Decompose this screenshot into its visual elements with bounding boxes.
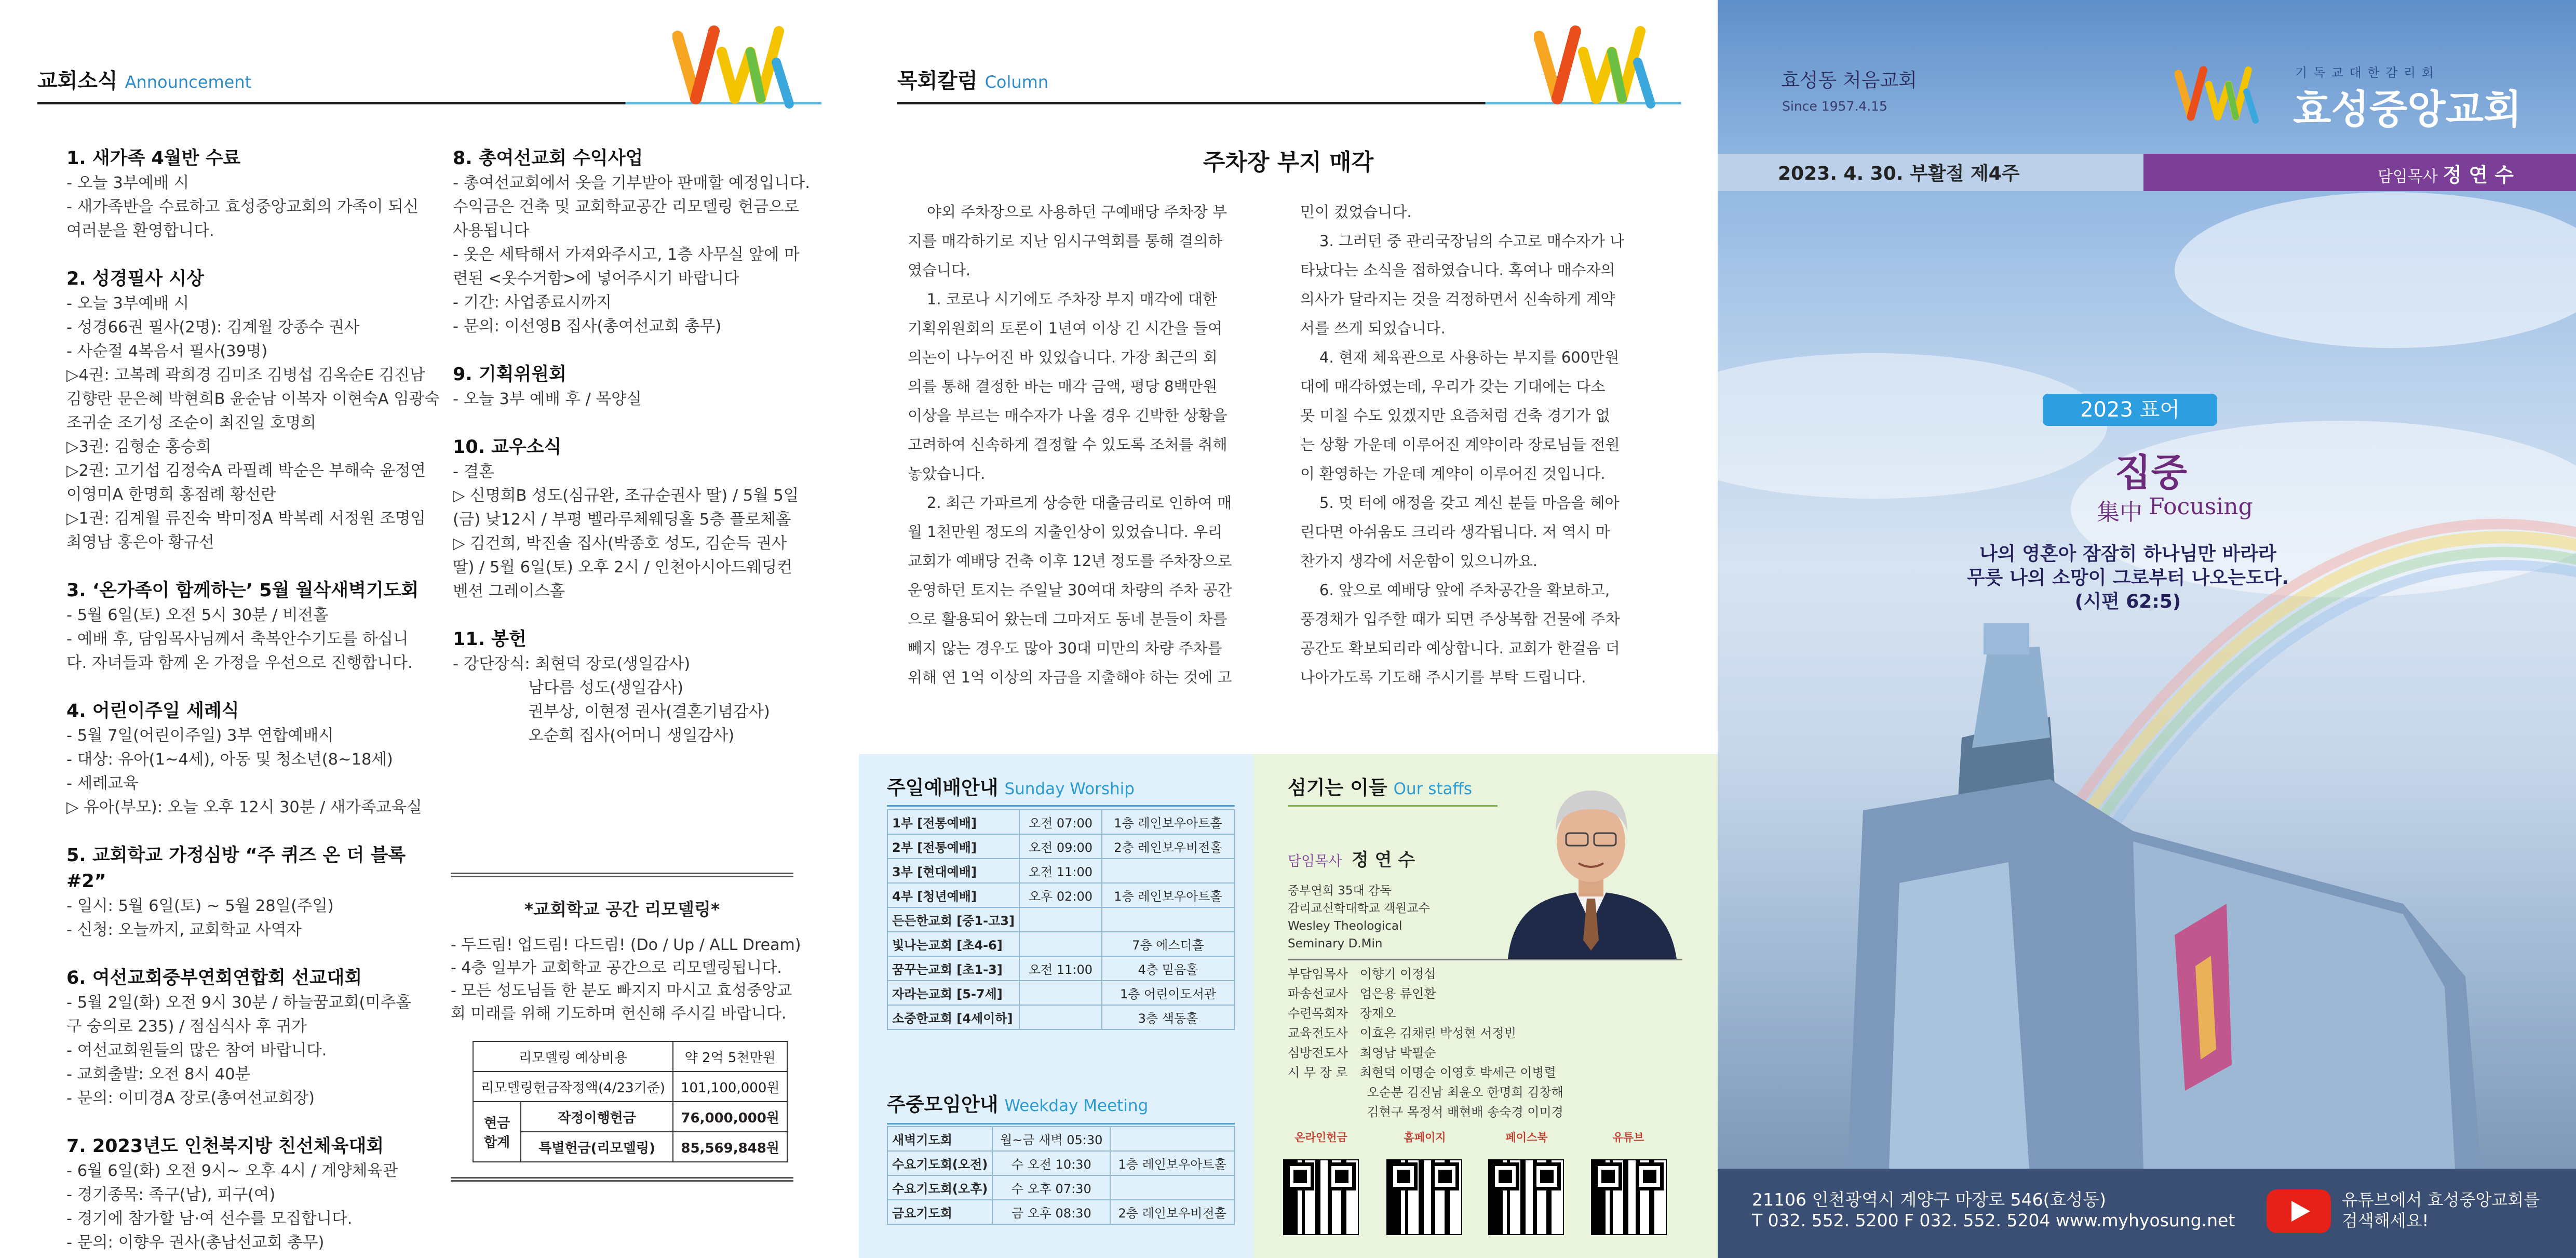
schedule-cell [1019,981,1102,1005]
announce-line: 련된 <옷수거함>에 넣어주시기 바랍니다 [453,270,739,288]
schedule-cell: 수 오전 10:30 [992,1151,1110,1175]
schedule-cell: 4부 [청년예배] [887,883,1019,907]
schedule-row [887,810,1234,834]
schedule-cell: 오후 02:00 [1019,883,1102,907]
announce-line: - 새가족반을 수료하고 효성중앙교회의 가족이 되신 [66,198,419,216]
announce-line: 이영미A 한명희 홍점례 황선란 [66,486,276,504]
schedule-cell: 1부 [전통예배] [887,810,1019,834]
text-line: 김현구 목정석 배현배 송숙경 이미경 [1288,1105,1563,1119]
announce-line: - 5월 6일(토) 오전 5시 30분 / 비전홀 [66,606,329,624]
announce-line: - 기간: 사업종료시까지 [453,293,612,312]
announce-section [66,698,430,820]
schedule-cell [1102,859,1234,883]
schedule-cell: 2층 레인보우비전홀 [1110,1200,1234,1224]
schedule-cell [1102,907,1234,932]
qr-label: 홈페이지 [1404,1131,1446,1144]
schedule-cell: 소중한교회 [4세이하] [887,1005,1019,1029]
text-line: 중부연회 35대 감독 [1288,884,1392,898]
text-line: 못 미칠 수도 있겠지만 요즘처럼 건축 경기가 없 [1300,407,1610,424]
announce-line: - 결혼 [453,463,494,481]
youtube-icon[interactable] [2267,1189,2331,1233]
cost-label: 특별헌금(리모델링) [521,1132,673,1162]
schedule-cell: 3부 [현대예배] [887,859,1019,883]
schedule-cell: 월~금 새벽 05:30 [992,1127,1110,1151]
announce-line: - 경기에 참가할 남·여 선수를 모집합니다. [66,1210,353,1228]
cover-panel [1718,0,2576,1258]
schedule-row [887,1127,1234,1151]
announce-line: - 5월 7일(어린이주일) 3부 연합예배시 [66,727,334,745]
text-line: 나아가도록 기도해 주시기를 부탁 드립니다. [1300,668,1586,686]
title-rule [887,805,1235,807]
motto-hanja: 集中 [2097,499,2142,526]
announce-line: 여러분을 환영합니다. [66,222,214,240]
schedule-cell [1019,932,1102,956]
announce-line: ▷ 유아(부모): 오늘 오후 12시 30분 / 새가족교육실 [66,798,422,817]
text-line: 교육전도사 이효은 김채린 박성현 서정빈 [1288,1026,1516,1040]
text-line: 부담임목사 이향기 이정섭 [1288,967,1436,981]
cost-label: 작정이행헌금 [521,1102,673,1132]
announce-line: ▷ 신명희B 성도(심규완, 조규순권사 딸) / 5월 5일 [453,487,799,505]
announce-section [66,266,440,555]
announce-line: 남다름 성도(생일감사) [453,679,684,697]
cost-value: 101,100,000원 [673,1072,788,1102]
announce-section [453,145,810,339]
announce-line: - 오늘 3부예배 시 [66,295,190,313]
text-line: 의논이 나누어진 바 있었습니다. 가장 최근의 회 [908,349,1218,366]
announce-line: - 사순절 4복음서 필사(39명) [66,342,268,360]
announce-heading: 2. 성경필사 시상 [66,269,204,289]
text-line: 시 무 장 로 최현덕 이명순 이영호 박세근 이병렬 [1288,1065,1556,1080]
schedule-cell: 오전 07:00 [1019,810,1102,834]
text-line: 교회가 예배당 건축 이후 12년 정도를 주차장으로 [908,552,1232,570]
weekday-title: 주중모임안내 Weekday Meeting [887,1093,1149,1116]
announce-line: - 신청: 오늘까지, 교회학교 사역자 [66,921,302,939]
schedule-cell: 2층 레인보우비전홀 [1102,834,1234,859]
text-line: 이상을 부르는 매수자가 나올 경우 긴박한 상황을 [908,407,1228,424]
divider [1288,959,1682,960]
schedule-cell [1019,907,1102,932]
schedule-cell: 수 오후 07:30 [992,1175,1110,1200]
text-line: 린다면 아쉬움도 크리라 생각됩니다. 저 역시 마 [1300,523,1610,541]
phone: T 032. 552. 5200 F 032. 552. 5204 www.myhyosung.net [1752,1210,2235,1230]
column-text-left [908,197,1243,692]
announce-line: - 5월 2일(화) 오전 9시 30분 / 하늘꿈교회(미추홀 [66,994,411,1012]
announce-line: ▷2권: 고기섭 김정숙A 라필례 박순은 부해숙 윤정연 [66,462,426,480]
announce-line: - 문의: 이향우 권사(총남선교회 총무) [66,1234,325,1252]
text-line: 였습니다. [908,261,971,279]
announce-section [66,842,430,942]
text-line: Wesley Theological [1288,919,1402,933]
schedule-cell: 1층 레인보우아트홀 [1102,883,1234,907]
pastor-role: 담임목사 정 연 수 [1288,850,1415,871]
announce-section [453,434,806,604]
text-line: - 4층 일부가 교회학교 공간으로 리모델링됩니다. [451,959,782,977]
text-line: 빼지 않는 경우도 많아 30대 미만의 차량 주차를 [908,639,1222,657]
staff-panel [1253,754,1718,1258]
announce-line: 권부상, 이현정 권사(결혼기념감사) [453,703,770,721]
cost-value: 76,000,000원 [673,1102,788,1132]
qr-youtube-icon[interactable] [1591,1159,1667,1235]
schedule-row [887,956,1234,981]
schedule-row [887,883,1234,907]
announce-line: ▷1권: 김계월 류진숙 박미정A 박복례 서정원 조명임 [66,510,426,528]
remodel-title: *교회학교 공간 리모델링* [524,899,720,919]
schedule-cell: 오전 11:00 [1019,956,1102,981]
denomination: 기 독 교 대 한 감 리 회 [2295,65,2435,80]
announce-section [66,578,430,675]
text-line: 회 미래를 위해 기도하며 헌신해 주시길 바랍니다. [451,1005,787,1023]
column-title: 목회칼럼 Column [897,69,1049,93]
text-line: 야외 주차장으로 사용하던 구예배당 주차장 부 [908,203,1228,221]
announcement-panel [0,0,859,1258]
announce-line: ▷3권: 김형순 홍승희 [66,438,211,456]
text-line: 감리교신학대학교 객원교수 [1288,902,1430,915]
text-line: 5. 멋 터에 애정을 갖고 계신 분들 마음을 헤아 [1300,494,1620,512]
staff-title: 섬기는 이들 Our staffs [1288,777,1473,799]
qr-homepage-icon[interactable] [1386,1159,1462,1235]
announce-line: - 6월 6일(화) 오전 9시~ 오후 4시 / 계양체육관 [66,1162,398,1180]
remodel-box [451,873,801,1182]
text-line: 타났다는 소식을 접하였습니다. 혹여나 매수자의 [1300,261,1615,279]
schedule-cell: 7층 에스더홀 [1102,932,1234,956]
text-line: 2. 최근 가파르게 상승한 대출금리로 인하여 매 [908,494,1232,512]
schedule-cell: 오전 09:00 [1019,834,1102,859]
text-line: 풍경채가 입주할 때가 되면 주상복합 건물에 주차 [1300,610,1620,628]
text-line: 의사가 달라지는 것을 걱정하면서 신속하게 계약 [1300,290,1615,308]
text-line: 민이 컸었습니다. [1300,203,1412,221]
text-line: 는 상황 가운데 이루어진 계약이라 장로님들 전원 [1300,436,1620,453]
schedule-cell: 1층 레인보우아트홀 [1110,1151,1234,1175]
cost-table [473,1041,788,1162]
announce-line: (금) 낮12시 / 부평 벨라루체웨딩홀 5층 플로체홀 [453,511,791,529]
announce-line: 수익금은 건축 및 교회학교공간 리모델링 헌금으로 [453,198,800,216]
text-line: Seminary D.Min [1288,937,1383,951]
announce-section [66,965,430,1110]
text-line: 오순분 김진남 최윤오 한명희 김창해 [1288,1085,1563,1100]
announce-line: - 교회출발: 오전 8시 40분 [66,1065,250,1083]
announce-column-left [66,145,440,1258]
text-line: 4. 현재 체육관으로 사용하는 부지를 600만원 [1300,349,1620,366]
announce-line: 구 숭의로 235) / 점심식사 후 귀가 [66,1018,307,1036]
verse: 나의 영혼아 잠잠히 하나님만 바라라 무릇 나의 소망이 그로부터 나오는도다. (시편 62:5) [1966,543,2289,612]
announce-line: - 성경66권 필사(2명): 김계월 강종수 권사 [66,318,360,337]
announce-line: ▷4권: 고복례 곽희경 김미조 김병섭 김옥순E 김진남 [66,366,425,384]
text-line: 수련목회자 장재오 [1288,1006,1396,1021]
schedule-row [887,1175,1234,1200]
schedule-cell: 4층 믿음홀 [1102,956,1234,981]
remodel-text [451,934,801,1025]
motto-korean: 집중 [2115,450,2188,494]
schedule-row [887,1151,1234,1175]
motto-badge: 2023 표어 [2043,394,2217,426]
schedule-row [887,1200,1234,1224]
text-line: 서를 쓰게 되었습니다. [1300,319,1446,337]
text-line: 놓았습니다. [908,465,986,483]
announce-line: 조귀순 조기성 조순이 최진일 호명희 [66,414,316,432]
qr-label: 페이스북 [1505,1131,1548,1144]
cost-value: 85,569,848원 [673,1132,788,1162]
text-line: - 두드림! 업드림! 다드림! (Do / Up / ALL Dream) [451,936,801,954]
announce-heading: 11. 봉헌 [453,629,527,650]
cash-label: 현금 합계 [473,1102,521,1162]
church-subtitle: 효성동 처음교회 [1781,69,1917,91]
text-line: 지를 매각하기로 지난 임시구역회를 통해 결의하 [908,232,1223,250]
announce-line: - 일시: 5월 6일(토) ~ 5월 28일(주일) [66,897,334,915]
schedule-cell: 금요기도회 [887,1200,992,1224]
text-line: 심방전도사 최영남 박필순 [1288,1046,1436,1060]
schedule-cell [1110,1127,1234,1151]
announce-line: - 오늘 3부 예배 후 / 목양실 [453,390,642,408]
church-name: 효성중앙교회 [2293,86,2522,132]
schedule-cell: 1층 어린이도서관 [1102,981,1234,1005]
title-rule [887,1123,1235,1125]
schedule-cell: 빛나는교회 [초4-6] [887,932,1019,956]
announce-section [453,626,806,748]
schedule-cell: 꿈꾸는교회 [초1-3] [887,956,1019,981]
youtube-text: 유튜브에서 효성중앙교회를 검색해세요! [2342,1190,2540,1230]
announce-line: 최영남 홍은아 황규선 [66,533,214,552]
schedule-cell [1019,1005,1102,1029]
text-line: 기획위원회의 토론이 1년여 이상 긴 시간을 들여 [908,319,1223,337]
qr-offering-icon[interactable] [1283,1159,1359,1235]
announce-heading: 3. ‘온가족이 함께하는’ 5월 월삭새벽기도회 [66,580,419,601]
announce-heading: 6. 여선교회중부연회연합회 선교대회 [66,968,362,988]
announce-line: 딸) / 5월 6일(토) 오후 2시 / 인천아시아드웨딩컨 [453,558,792,577]
cost-value: 약 2억 5천만원 [673,1041,788,1072]
announce-line: - 경기종목: 족구(남), 피구(여) [66,1186,276,1204]
text-line: 으로 활용되어 왔는데 그마저도 동네 분들이 차를 [908,610,1228,628]
announce-section [66,145,430,243]
schedule-row [887,932,1234,956]
schedule-cell: 금 오후 08:30 [992,1200,1110,1224]
text-line: 고려하여 신속하게 결정할 수 있도록 조처를 취해 [908,436,1228,453]
text-line: 대에 매각하였는데, 우리가 갖는 기대에는 다소 [1300,378,1606,395]
announce-line: 벤션 그레이스홀 [453,582,565,600]
announce-heading: 9. 기획위원회 [453,364,567,385]
announce-line: - 문의: 이선영B 집사(총여선교회 총무) [453,317,722,336]
text-line: 의를 통해 결정한 바는 매각 금액, 평당 8백만원 [908,378,1218,395]
announce-heading: 4. 어린이주일 세례식 [66,701,239,721]
schedule-row [887,859,1234,883]
staff-list [1288,964,1563,1122]
cost-label: 리모델링 예상비용 [473,1041,673,1072]
announce-line: - 대상: 유아(1~4세), 아동 및 청소년(8~18세) [66,751,393,769]
announce-line: - 총여선교회에서 옷을 기부받아 판매할 예정입니다. [453,174,810,192]
divider [451,1177,793,1182]
ywj-logo-icon [2175,52,2268,135]
announce-heading: 7. 2023년도 인천북지방 친선체육대회 [66,1136,384,1157]
announce-heading: 1. 새가족 4월반 수료 [66,148,241,169]
text-line: 찬가지 생각에 서운함이 있으니까요. [1300,552,1538,570]
announce-line: - 세례교육 [66,774,139,793]
announce-heading: 5. 교회학교 가정심방 “주 퀴즈 온 더 블록#2” [66,845,406,892]
text-line: 공간도 확보되리라 예상합니다. 교회가 한걸음 더 [1300,639,1620,657]
text-line: 6. 앞으로 예배당 앞에 주차공간을 확보하고, [1300,581,1610,599]
text-line: 이 환영하는 가운데 계약이 이루어진 것입니다. [1300,465,1606,483]
qr-facebook-icon[interactable] [1488,1159,1564,1235]
announce-line: - 오늘 3부예배 시 [66,174,190,192]
announce-section [66,1133,430,1255]
schedule-cell: 새벽기도회 [887,1127,992,1151]
qr-label: 유튜브 [1612,1131,1644,1144]
schedule-cell: 오전 11:00 [1019,859,1102,883]
text-line: 위해 연 1억 이상의 자금을 지출해야 하는 것에 고 [908,668,1232,686]
announce-line: ▷ 김건희, 박진솔 집사(박종호 성도, 김순득 권사 [453,534,787,553]
divider [451,873,793,877]
text-line: 3. 그러던 중 관리국장님의 수고로 매수자가 나 [1300,232,1625,250]
schedule-cell: 1층 레인보우아트홀 [1102,810,1234,834]
text-line: 월 1천만원 정도의 지출인상이 있었습니다. 우리 [908,523,1223,541]
title-rule [1288,805,1511,807]
announce-line: 사용됩니다 [453,222,530,240]
schedule-cell: 수요기도회(오전) [887,1151,992,1175]
cost-label: 리모델링헌금작정액(4/23기준) [473,1072,673,1102]
ywj-logo-icon [1534,21,1669,109]
announce-line: - 문의: 이미경A 장로(총여선교회장) [66,1089,315,1107]
announce-column-right [453,145,810,771]
text-line: 운영하던 토지는 주일날 30여대 차량의 주차 공간 [908,581,1232,599]
text-line: 파송선교사 엄은용 류인환 [1288,986,1436,1001]
worship-title: 주일예배안내 Sunday Worship [887,777,1135,799]
schedule-cell [1110,1175,1234,1200]
announce-line: 김향란 문은혜 박현희B 윤순남 이복자 이현숙A 임광숙 [66,390,440,408]
ywj-logo-icon [672,21,807,109]
announce-line: 다. 자녀들과 함께 온 가정을 우선으로 진행합니다. [66,654,413,672]
schedule-row [887,1005,1234,1029]
announce-section [453,362,806,411]
qr-label: 온라인헌금 [1294,1131,1347,1144]
announce-line: - 예배 후, 담임목사님께서 축복안수기도를 하십니 [66,630,409,648]
schedule-cell: 든든한교회 [중1-고3] [887,907,1019,932]
worship-table [887,809,1235,1030]
text-line: - 모든 성도님들 한 분도 빠지지 마시고 효성중앙교 [451,982,792,1000]
text-line: 1. 코로나 시기에도 주차장 부지 매각에 대한 [908,290,1218,308]
announce-line: - 여선교회원들의 많은 참여 바랍니다. [66,1041,327,1060]
announce-line: 오순희 집사(어머니 생일감사) [453,727,735,745]
worship-panel [859,754,1253,1258]
column-heading: 주차장 부지 매각 [1203,149,1374,176]
since-text: Since 1957.4.15 [1782,99,1887,114]
motto-english: Focusing [2149,493,2253,520]
pastor-line: 담임목사 정 연 수 [2377,164,2514,186]
pastor-photo [1498,769,1684,959]
announce-heading: 8. 총여선교회 수익사업 [453,148,643,169]
announce-line: - 옷은 세탁해서 가져와주시고, 1층 사무실 앞에 마 [453,246,800,264]
pastor-bio [1288,882,1430,953]
schedule-cell: 3층 색동홀 [1102,1005,1234,1029]
announce-heading: 10. 교우소식 [453,437,562,458]
announce-line: - 강단장식: 최현덕 장로(생일감사) [453,655,691,673]
schedule-row [887,981,1234,1005]
address: 21106 인천광역시 계양구 마장로 546(효성동) [1752,1189,2106,1210]
schedule-cell: 수요기도회(오후) [887,1175,992,1200]
schedule-cell: 자라는교회 [5-7세] [887,981,1019,1005]
schedule-row [887,834,1234,859]
column-text-right [1300,197,1635,692]
schedule-row [887,907,1234,932]
service-date: 2023. 4. 30. 부활절 제4주 [1778,163,2020,184]
schedule-cell: 2부 [전통예배] [887,834,1019,859]
announcement-title: 교회소식 Announcement [37,69,252,93]
weekday-table [887,1126,1235,1225]
